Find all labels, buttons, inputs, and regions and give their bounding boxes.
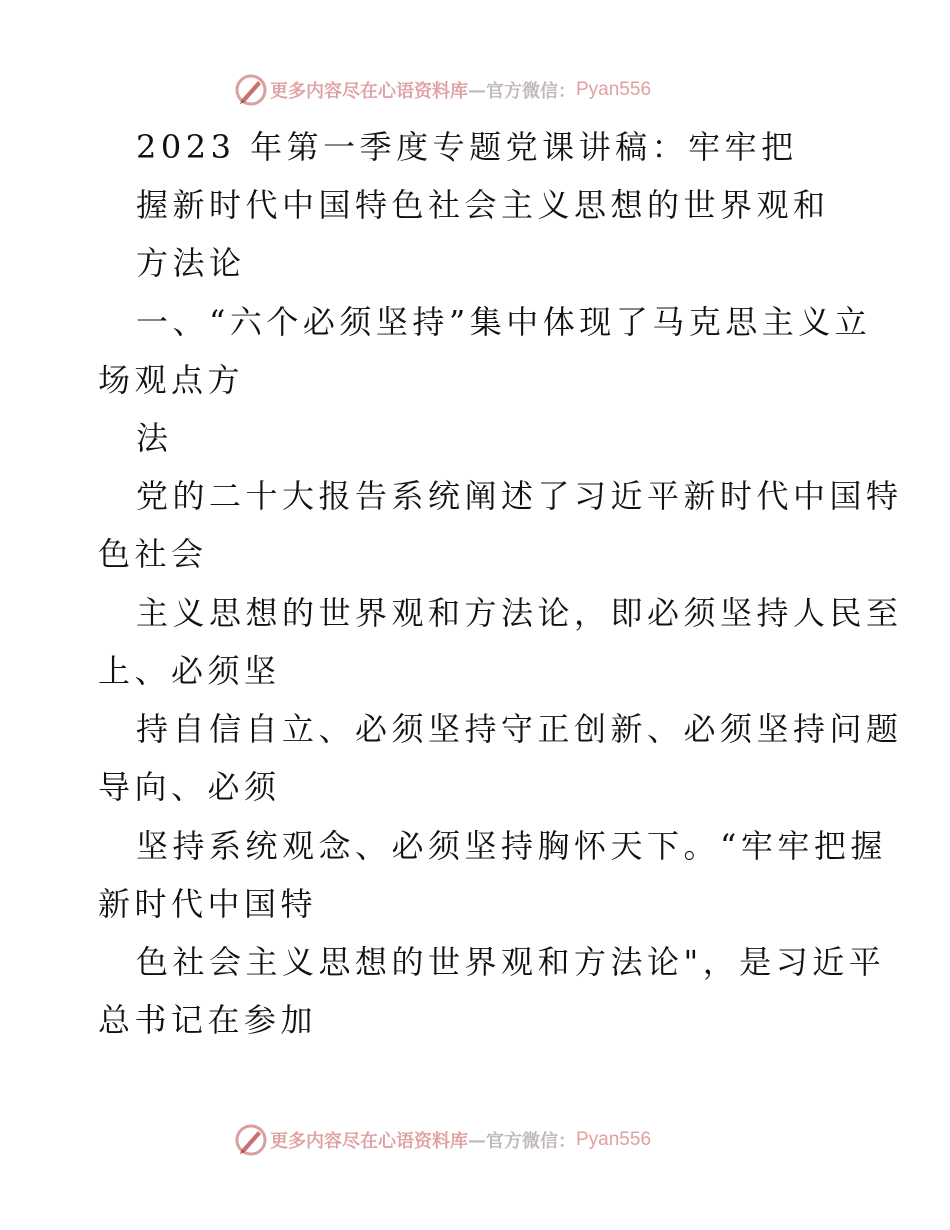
body-line: 主义思想的世界观和方法论，即必须坚持人民至 xyxy=(136,594,903,632)
body-line: 党的二十大报告系统阐述了习近平新时代中国特 xyxy=(136,477,903,515)
body-line: 一、“六个必须坚持”集中体现了马克思主义立 xyxy=(136,303,872,341)
body-line: 色社会主义思想的世界观和方法论"，是习近平 xyxy=(136,943,886,981)
body-line: 场观点方 xyxy=(98,361,245,399)
body-line: 新时代中国特 xyxy=(98,885,318,923)
body-line: 导向、必须 xyxy=(98,768,281,806)
pen-logo-icon xyxy=(234,1123,268,1157)
watermark-dash: — xyxy=(468,1129,486,1151)
body-line: 法 xyxy=(136,419,173,457)
body-line: 色社会 xyxy=(98,535,208,573)
watermark-wechat-label: 官方微信： xyxy=(486,81,576,102)
header-watermark xyxy=(234,72,651,108)
body-line: 坚持系统观念、必须坚持胸怀天下。“牢牢把握 xyxy=(136,827,887,865)
watermark-wechat-id: Pyan556 xyxy=(576,79,652,100)
body-line: 方法论 xyxy=(136,244,246,282)
body-line: 总书记在参加 xyxy=(98,1001,318,1039)
body-line: 握新时代中国特色社会主义思想的世界观和 xyxy=(136,186,830,224)
watermark-wechat-label: 官方微信： xyxy=(486,1131,576,1152)
watermark-wechat-id: Pyan556 xyxy=(576,1129,652,1150)
body-line: 2023 年第一季度专题党课讲稿：牢牢把 xyxy=(136,128,798,166)
body-line: 上、必须坚 xyxy=(98,652,281,690)
pen-logo-icon xyxy=(234,73,268,107)
watermark-brand: 更多内容尽在心语资料库 xyxy=(270,1131,468,1152)
watermark-brand: 更多内容尽在心语资料库 xyxy=(270,81,468,102)
body-line: 持自信自立、必须坚持守正创新、必须坚持问题 xyxy=(136,710,903,748)
watermark-dash: — xyxy=(468,79,486,101)
footer-watermark xyxy=(234,1122,651,1158)
